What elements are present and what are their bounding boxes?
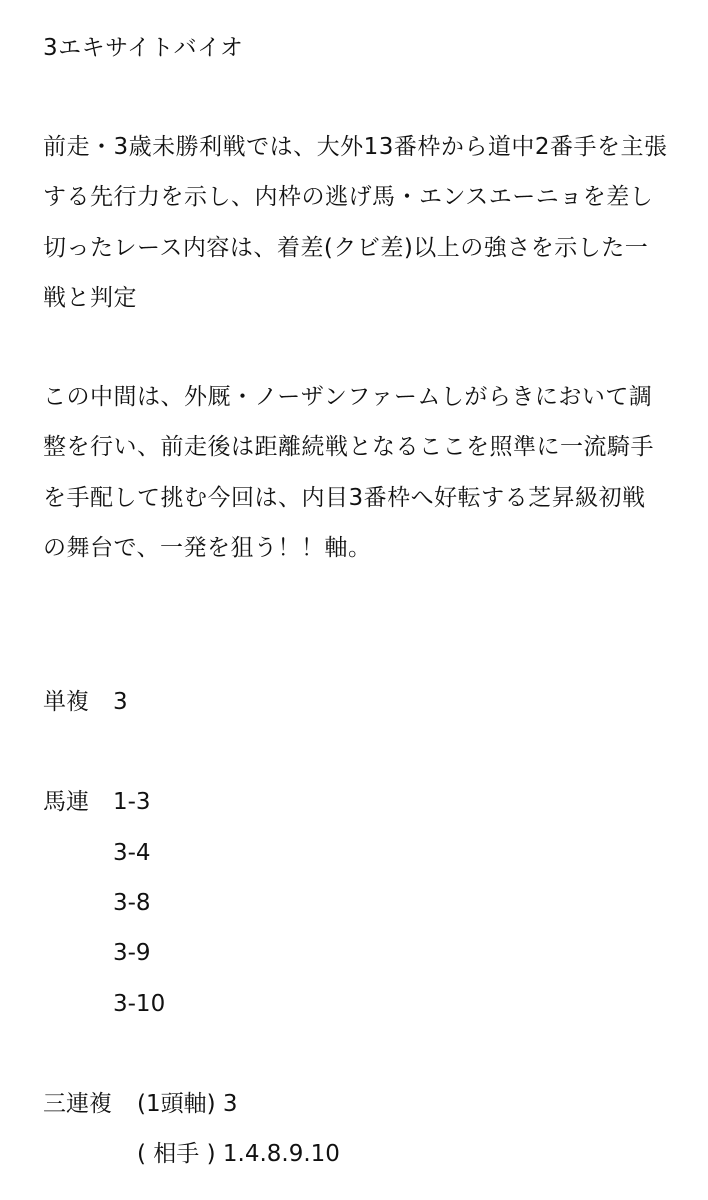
paragraph-line: 整を行い、前走後は距離続戦となるここを照準に一流騎手 [43, 434, 654, 460]
paragraph-line: する先行力を示し、内枠の逃げ馬・エンスエーニョを差し [43, 184, 654, 210]
horse-title: 3エキサイトバイオ [43, 35, 244, 61]
bet-value: 1-3 [113, 789, 151, 815]
bet-label: 三連複 [43, 1091, 112, 1117]
paragraph-line: 戦と判定 [43, 285, 137, 311]
bet-value: 3-9 [113, 940, 151, 966]
paragraph-line: この中間は、外厩・ノーザンファームしがらきにおいて調 [43, 384, 653, 410]
bet-value: 3-4 [113, 840, 151, 866]
bet-partners: ( 相手 ) 1.4.8.9.10 [137, 1141, 340, 1167]
paragraph-line: を手配して挑む今回は、内目3番枠へ好転する芝昇級初戦 [43, 485, 646, 511]
bet-value: 3 [113, 689, 128, 715]
paragraph-line: 前走・3歳未勝利戦では、大外13番枠から道中2番手を主張 [43, 134, 668, 160]
paragraph-line: 切ったレース内容は、着差(クビ差)以上の強さを示した一 [43, 235, 649, 261]
bet-axis: (1頭軸) 3 [137, 1091, 238, 1117]
bet-value: 3-8 [113, 890, 151, 916]
bet-label: 馬連 [43, 789, 89, 815]
bet-value: 3-10 [113, 991, 166, 1017]
paragraph-line: の舞台で、一発を狙う！！軸。 [43, 535, 372, 561]
bet-label: 単複 [43, 689, 89, 715]
